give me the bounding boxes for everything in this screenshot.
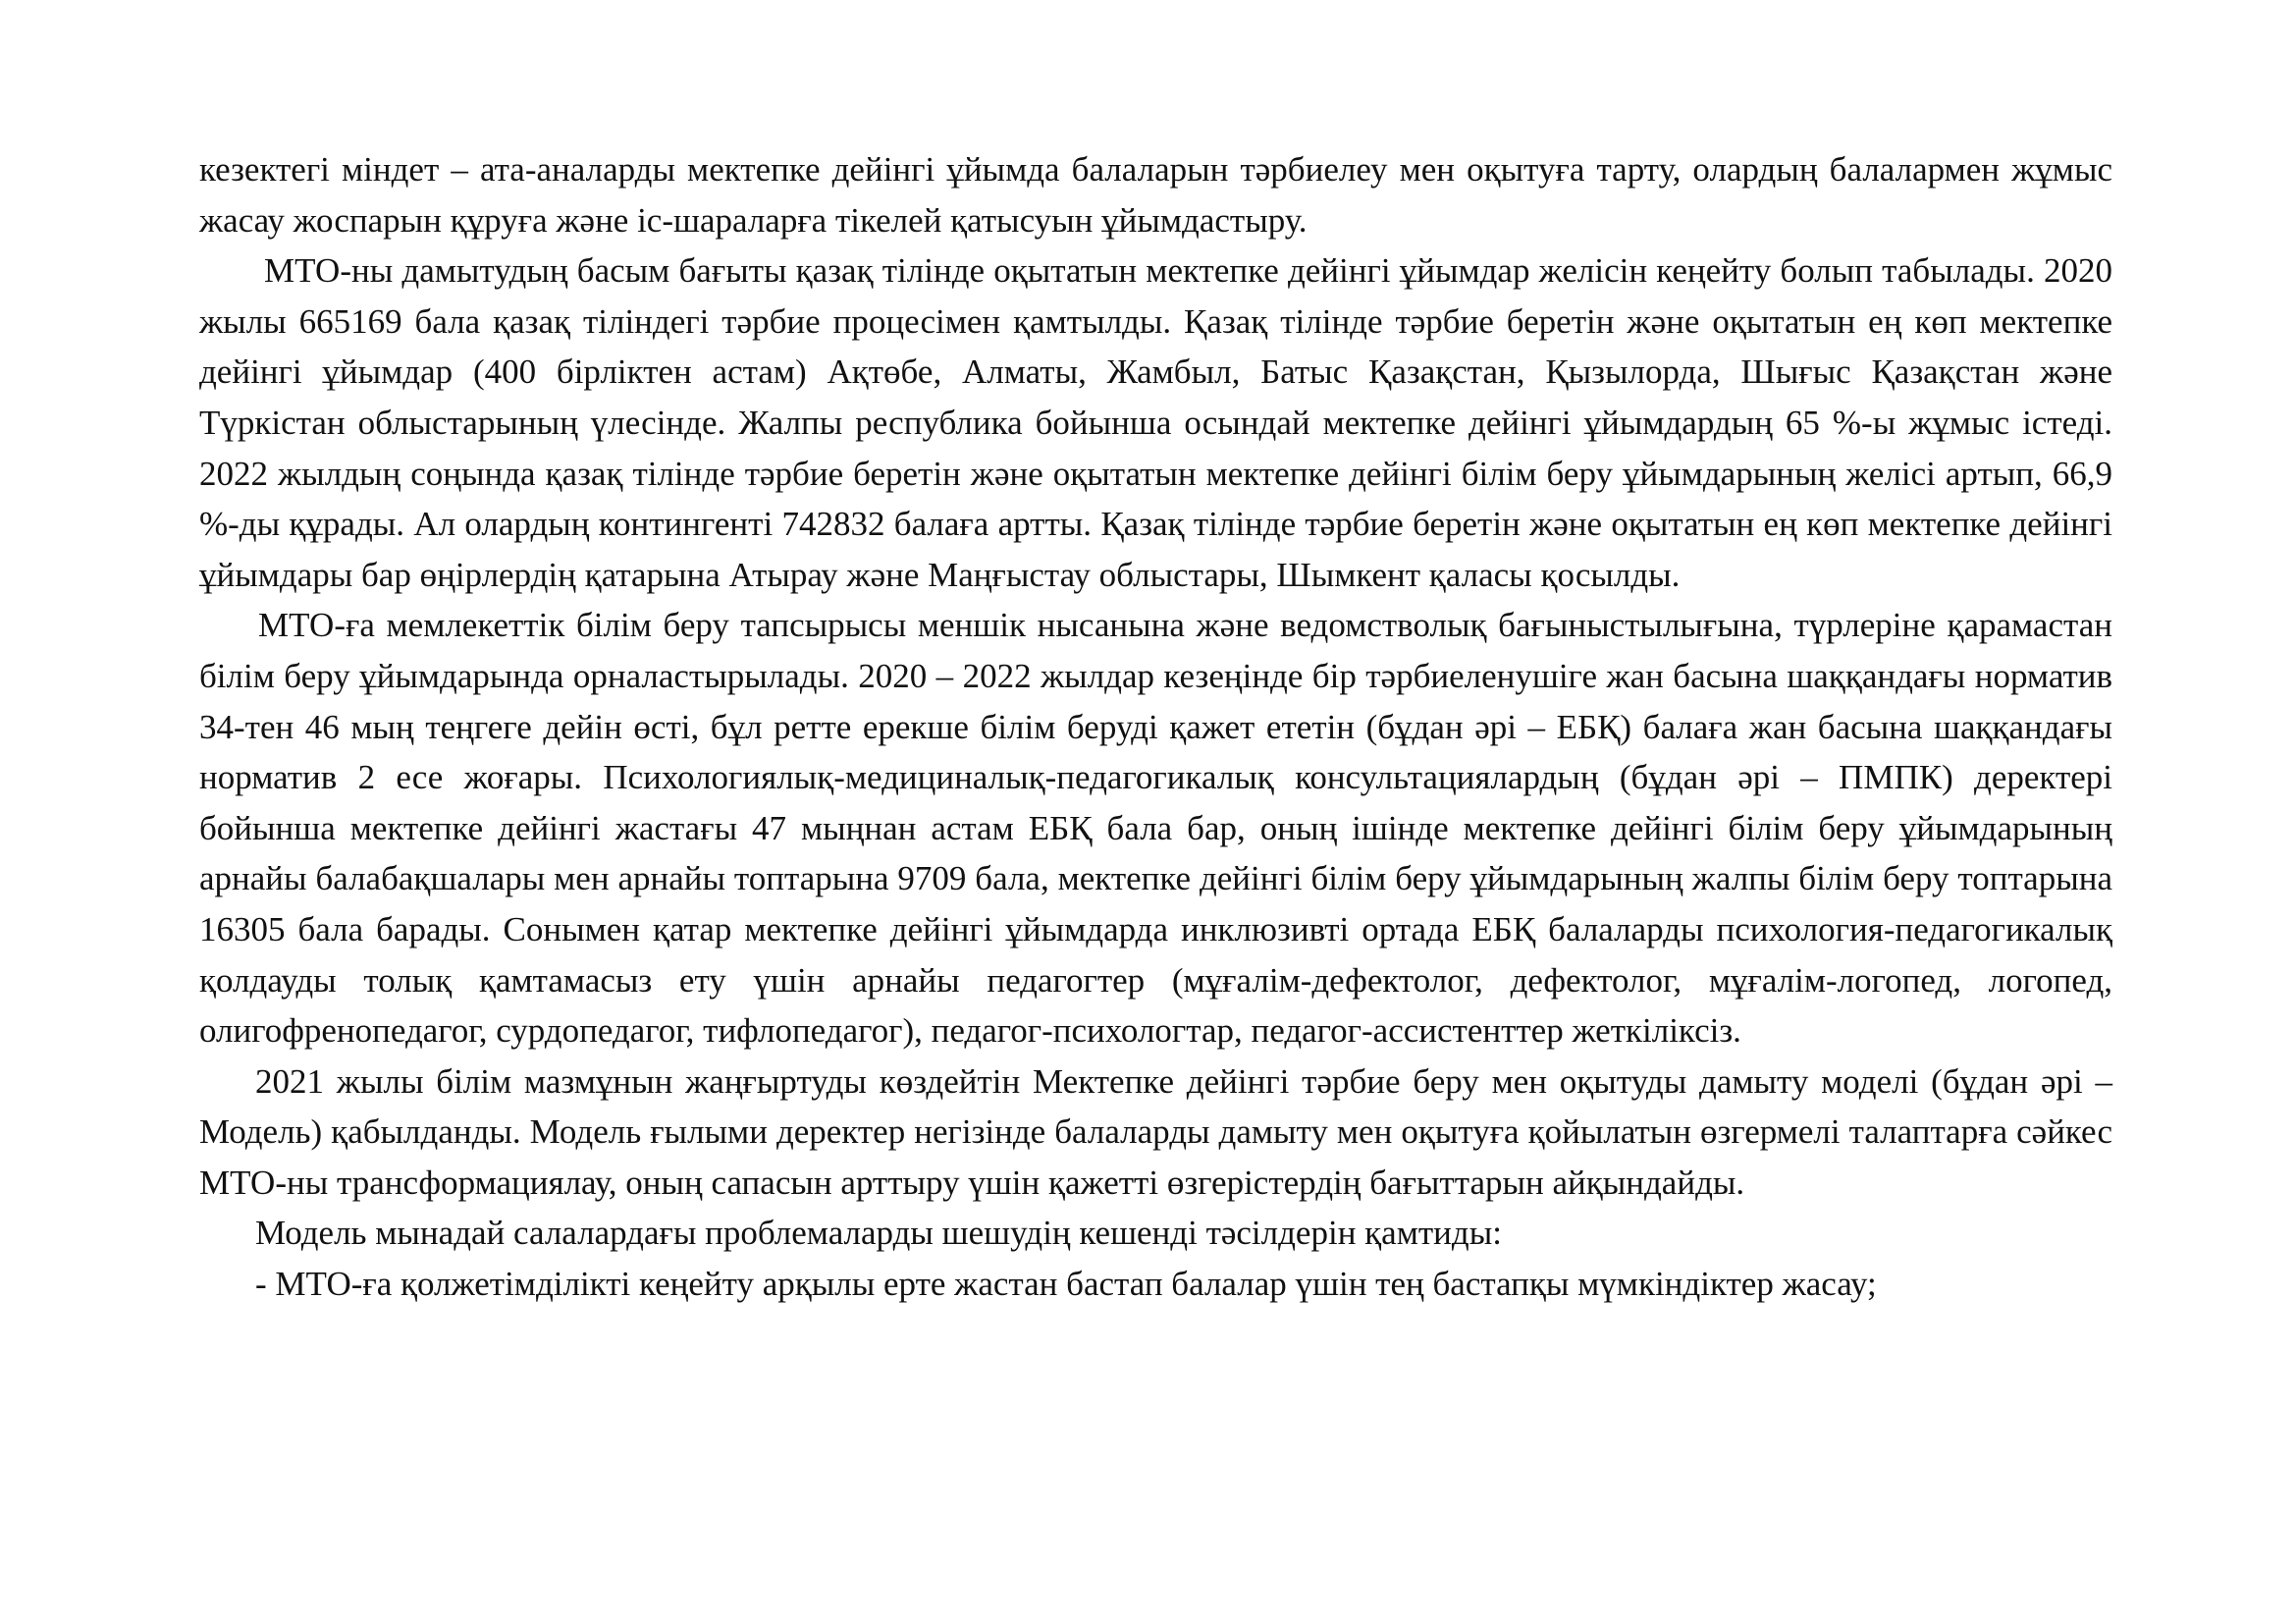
paragraph-5: Модель мынадай салалардағы проблемаларды шешудің кешенді тәсілдерін қамтиды: — [255, 1214, 1502, 1253]
paragraph-2: МТО-ны дамытудың басым бағыты қазақ тілінде оқытатын мектепке дейінгі ұйымдар желісін кеңейту болып табылады. 2020 жылы 665169 бала қазақ тіліндегі тәрбие процесімен қамтылды. Қазақ тілінде тәрбие беретін және оқытатын ең көп мектепке дейінгі ұйымдар (400 бірліктен астам) Ақтөбе, Алматы, Жамбыл, Батыс Қазақстан, Қызылорда, Шығыс Қазақстан және Түркістан облыстарының үлесінде. Жалпы республика бойынша осындай мектепке дейінгі ұйымдардың 65 %-ы жұмыс істеді. 2022 жылдың соңында қазақ тілінде тәрбие беретін және оқытатын мектепке дейінгі білім беру ұйымдарының желісі артып, 66,9 %-ды құрады. Ал олардың контингенті 742832 балаға артты. Қазақ тілінде тәрбие беретін және оқытатын ең көп мектепке дейінгі ұйымдары бар өңірлердің қатарына Атырау және Маңғыстау облыстары, Шымкент қаласы қосылды. — [199, 251, 2112, 594]
list-item: - МТО-ға қолжетімділікті кеңейту арқылы ерте жастан бастап балалар үшін тең бастапқы мүмкіндіктер жасау; — [255, 1265, 1877, 1304]
paragraph-3: МТО-ға мемлекеттік білім беру тапсырысы меншік нысанына және ведомстволық бағыныстылығына, түрлеріне қарамастан білім беру ұйымдарында орналастырылады. 2020 – 2022 жылдар кезеңінде бір тәрбиеленушіге жан басына шаққандағы норматив 34-тен 46 мың теңгеге дейін өсті, бұл ретте ерекше білім беруді қажет ететін (бұдан әрі – ЕБҚ) балаға жан басына шаққандағы норматив 2 есе жоғары. Психологиялық-медициналық-педагогикалық консультациялардың (бұдан әрі – ПМПК) деректері бойынша мектепке дейінгі жастағы 47 мыңнан астам ЕБҚ бала бар, оның ішінде мектепке дейінгі білім беру ұйымдарының арнайы балабақшалары мен арнайы топтарына 9709 бала, мектепке дейінгі білім беру ұйымдарының жалпы білім беру топтарына 16305 бала барады. Сонымен қатар мектепке дейінгі ұйымдарда инклюзивті ортада ЕБҚ балаларды психология-педагогикалық қолдауды толық қамтамасыз ету үшін арнайы педагогтер (мұғалім-дефектолог, дефектолог, мұғалім-логопед, логопед, олигофренопедагог, сурдопедагог, тифлопедагог), педагог-психологтар, педагог-ассистенттер жеткіліксіз. — [199, 606, 2112, 1051]
document-body — [199, 144, 2112, 1310]
paragraph-1: кезектегі міндет – ата-аналарды мектепке дейінгі ұйымда балаларын тәрбиелеу мен оқытуға тарту, олардың балалармен жұмыс жасау жоспарын құруға және іс-шараларға тікелей қатысуын ұйымдастыру. — [199, 150, 2112, 240]
paragraph-4: 2021 жылы білім мазмұнын жаңғыртуды көздейтін Мектепке дейінгі тәрбие беру мен оқытуды дамыту моделі (бұдан әрі – Модель) қабылданды. Модель ғылыми деректер негізінде балаларды дамыту мен оқытуға қойылатын өзгермелі талаптарға сәйкес МТО-ны трансформациялау, оның сапасын арттыру үшін қажетті өзгерістердің бағыттарын айқындайды. — [199, 1061, 2112, 1202]
